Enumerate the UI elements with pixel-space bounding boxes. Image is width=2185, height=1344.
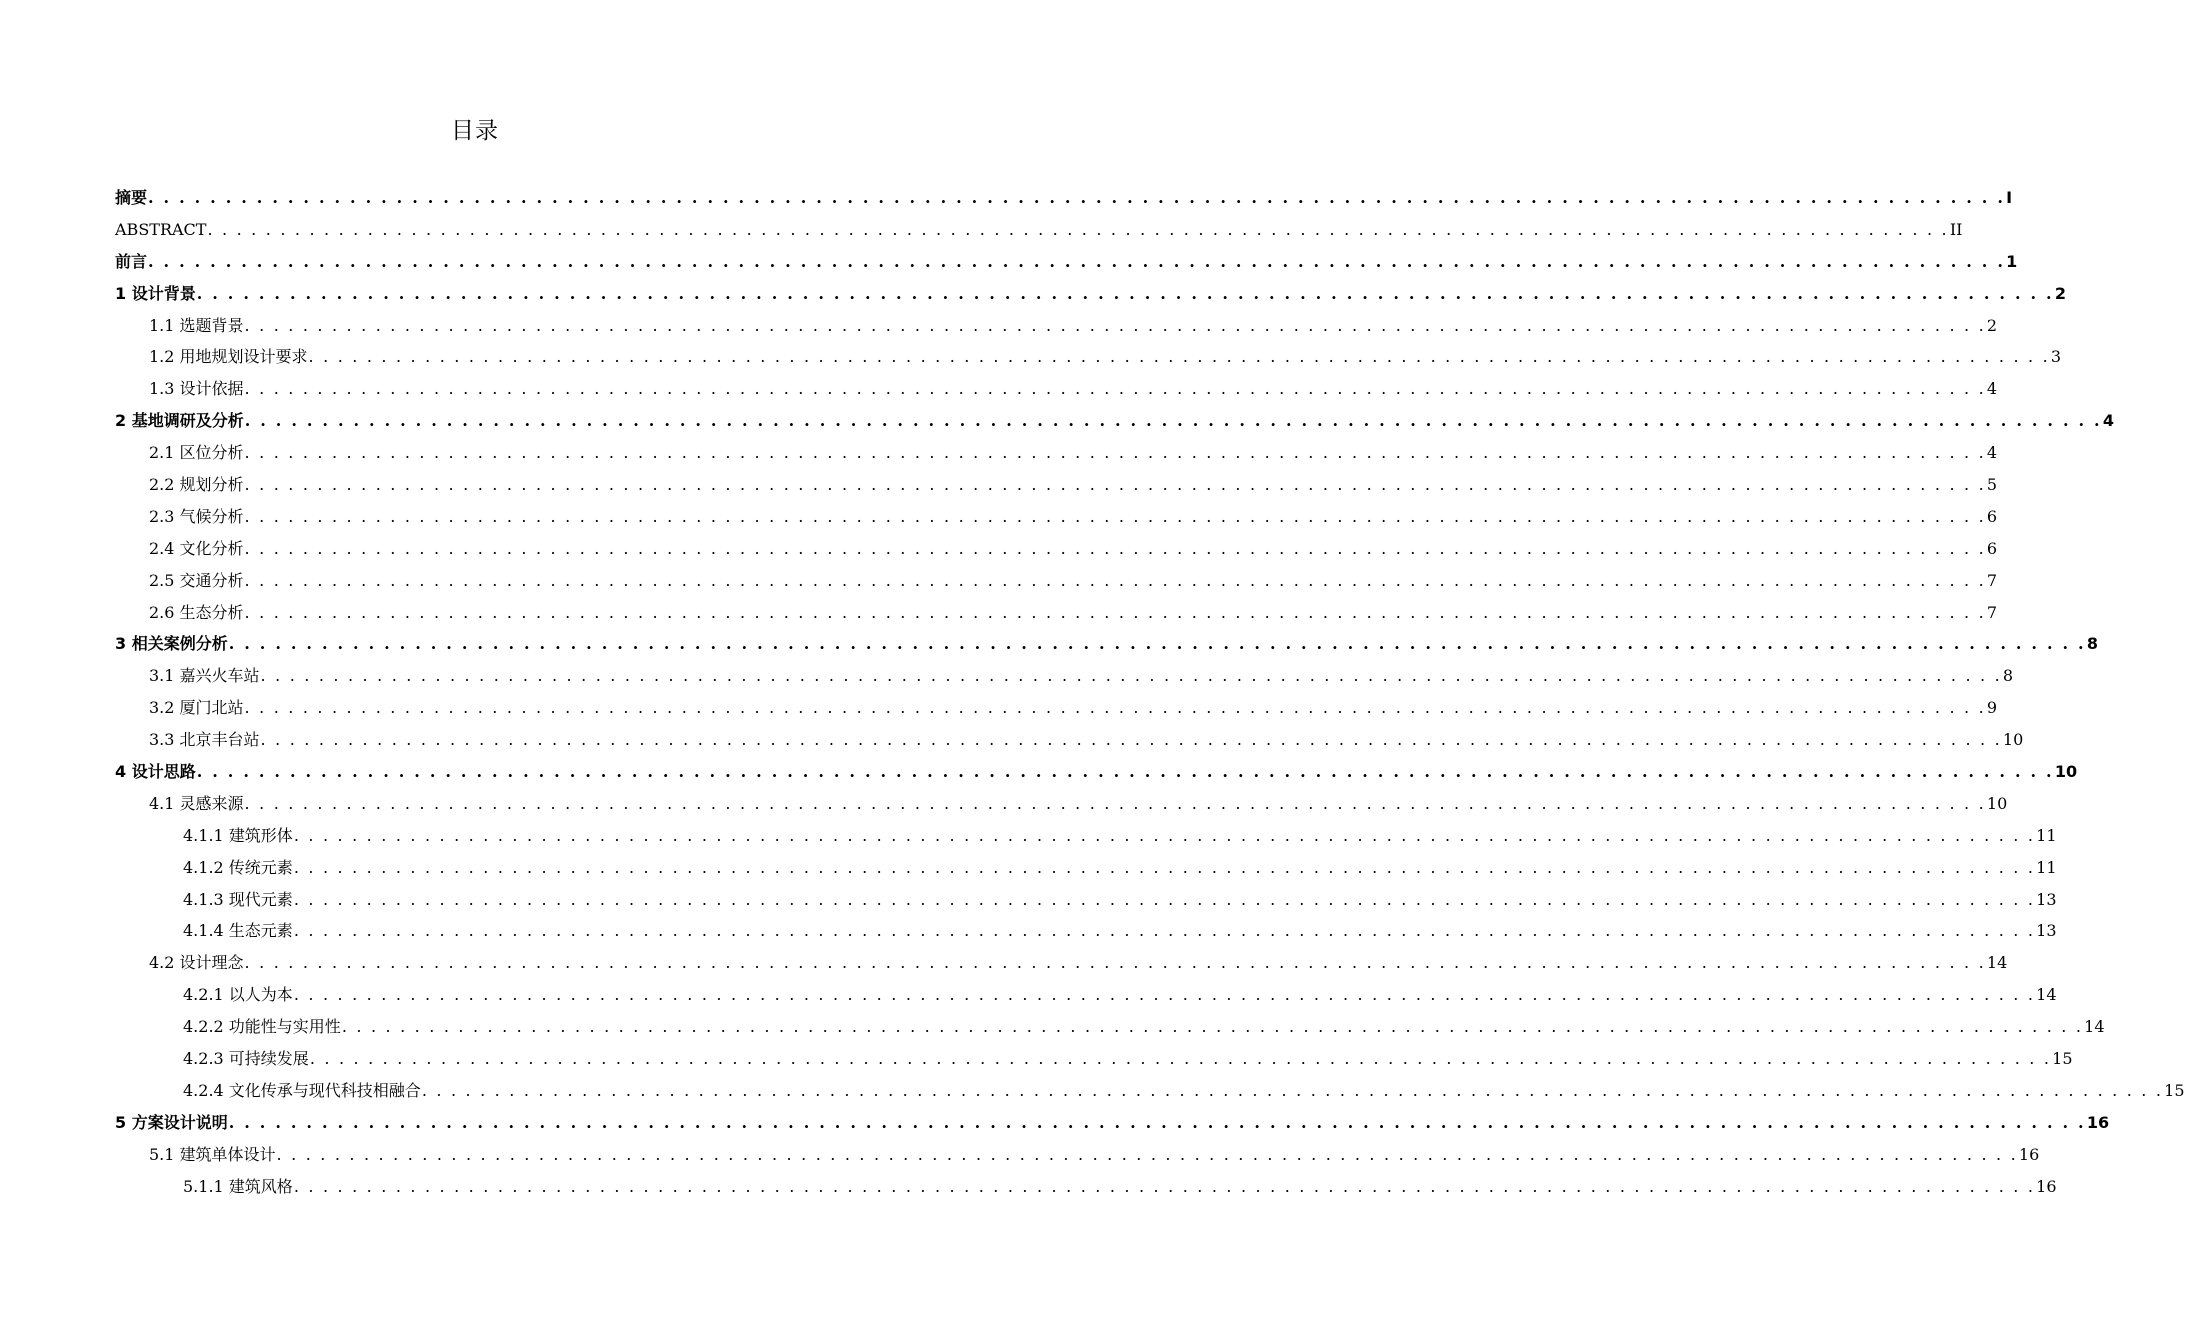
toc-entry-page-number: 15	[2164, 1080, 2185, 1100]
toc-entry-page-number: 4	[1986, 443, 1998, 463]
toc-entry-page-number: 3	[2050, 347, 2062, 367]
toc-entry-page-number: 4	[1986, 379, 1998, 399]
toc-entry-page-number: 2	[2054, 283, 2066, 303]
toc-entry-page-number: 15	[2052, 1049, 2073, 1069]
toc-entry-label: 2.6 生态分析	[149, 602, 244, 622]
dot-leader: . . . . . . . . . . . . . . . . . . . . . . . . . . . . . . . . . . . . . . . . . . . . . . . . . . . . . . . . . . . . . . . . . . . . . . . . . . . . . . . . . . . . . . . . . . . . . . . . . . . . . . . . . . . . . . . . . . . . . . . .	[293, 889, 2036, 909]
dot-leader: . . . . . . . . . . . . . . . . . . . . . . . . . . . . . . . . . . . . . . . . . . . . . . . . . . . . . . . . . . . . . . . . . . . . . . . . . . . . . . . . . . . . . . . . . . . . . . . . . . . . . . . . . . . . . . . . . . . . . . . .	[196, 762, 2054, 782]
dot-leader: . . . . . . . . . . . . . . . . . . . . . . . . . . . . . . . . . . . . . . . . . . . . . . . . . . . . . . . . . . . . . . . . . . . . . . . . . . . . . . . . . . . . . . . . . . . . . . . . . . . . . . . . . . . . . . . . . . . . . . . .	[421, 1080, 2164, 1100]
toc-entry-label: 4.1.3 现代元素	[183, 889, 293, 909]
toc-entry[interactable]	[115, 820, 2057, 852]
toc-entry-label: 摘要	[115, 188, 148, 207]
toc-entry-page-number: 6	[1986, 538, 1998, 558]
toc-entry-label: 4.2.1 以人为本	[183, 985, 293, 1005]
toc-entry[interactable]	[115, 310, 1998, 342]
toc-entry[interactable]	[115, 501, 1998, 533]
toc-entry-page-number: 7	[1986, 602, 1998, 622]
dot-leader: . . . . . . . . . . . . . . . . . . . . . . . . . . . . . . . . . . . . . . . . . . . . . . . . . . . . . . . . . . . . . . . . . . . . . . . . . . . . . . . . . . . . . . . . . . . . . . . . . . . . . . . . . . . . . . . . . . . . . . . .	[309, 1049, 2052, 1069]
toc-entry-label: 2.4 文化分析	[149, 538, 244, 558]
toc-entry-page-number: 14	[1986, 953, 2008, 973]
toc-entry-label: 3.1 嘉兴火车站	[149, 666, 260, 686]
toc-entry[interactable]	[115, 1011, 2105, 1043]
dot-leader: . . . . . . . . . . . . . . . . . . . . . . . . . . . . . . . . . . . . . . . . . . . . . . . . . . . . . . . . . . . . . . . . . . . . . . . . . . . . . . . . . . . . . . . . . . . . . . . . . . . . . . . . . . . . . . . . . . . . . . . .	[244, 953, 1986, 973]
toc-entry-label: 2.3 气候分析	[149, 506, 244, 526]
toc-entry[interactable]	[115, 246, 2018, 278]
toc-entry[interactable]	[115, 660, 2014, 692]
dot-leader: . . . . . . . . . . . . . . . . . . . . . . . . . . . . . . . . . . . . . . . . . . . . . . . . . . . . . . . . . . . . . . . . . . . . . . . . . . . . . . . . . . . . . . . . . . . . . . . . . . . . . . . . . . . . . . . . . . . . . . . .	[293, 825, 2036, 845]
toc-entry-label: 1.1 选题背景	[149, 315, 244, 335]
toc-entry[interactable]	[115, 724, 2024, 756]
toc-entry-label: 4 设计思路	[115, 762, 196, 782]
toc-entry[interactable]	[115, 628, 2098, 660]
toc-entry-page-number: 13	[2036, 889, 2057, 909]
toc-entry[interactable]	[115, 373, 1998, 405]
toc-entry-label: 2 基地调研及分析	[115, 411, 244, 431]
toc-entry-page-number: 16	[2086, 1112, 2110, 1132]
toc-entry-page-number: II	[1949, 219, 1963, 239]
dot-leader: . . . . . . . . . . . . . . . . . . . . . . . . . . . . . . . . . . . . . . . . . . . . . . . . . . . . . . . . . . . . . . . . . . . . . . . . . . . . . . . . . . . . . . . . . . . . . . . . . . . . . . . . . . . . . . . . . . . . . . . .	[196, 283, 2054, 303]
toc-entry[interactable]	[115, 979, 2057, 1011]
dot-leader: . . . . . . . . . . . . . . . . . . . . . . . . . . . . . . . . . . . . . . . . . . . . . . . . . . . . . . . . . . . . . . . . . . . . . . . . . . . . . . . . . . . . . . . . . . . . . . . . . . . . . . . . . . . . . . . . . . . . . . . .	[293, 985, 2036, 1005]
toc-entry-page-number: 10	[1986, 793, 2008, 813]
toc-entry-label: 4.1.4 生态元素	[183, 921, 293, 941]
toc-entry-label: 2.1 区位分析	[149, 443, 244, 463]
toc-entry-label: 4.1.2 传统元素	[183, 857, 293, 877]
toc-entry[interactable]	[115, 405, 2114, 437]
page-title: 目录	[451, 118, 499, 144]
toc-entry-label: 2.5 交通分析	[149, 570, 244, 590]
toc-entry-page-number: 14	[2084, 1017, 2105, 1037]
dot-leader: . . . . . . . . . . . . . . . . . . . . . . . . . . . . . . . . . . . . . . . . . . . . . . . . . . . . . . . . . . . . . . . . . . . . . . . . . . . . . . . . . . . . . . . . . . . . . . . . . . . . . . . . . . . . . . . . . . . . . . . .	[260, 666, 2002, 686]
toc-entry[interactable]	[115, 341, 2062, 373]
toc-entry-page-number: 4	[2102, 411, 2114, 431]
toc-entry[interactable]	[115, 788, 2008, 820]
dot-leader: . . . . . . . . . . . . . . . . . . . . . . . . . . . . . . . . . . . . . . . . . . . . . . . . . . . . . . . . . . . . . . . . . . . . . . . . . . . . . . . . . . . . . . . . . . . . . . . . . . . . . . . . . . . . . . . . . . . . . . . .	[207, 219, 1949, 239]
toc-entry-page-number: 14	[2036, 985, 2057, 1005]
toc-entry[interactable]	[115, 1043, 2073, 1075]
toc-entry[interactable]	[115, 692, 1998, 724]
toc-entry[interactable]	[115, 947, 2008, 979]
dot-leader: . . . . . . . . . . . . . . . . . . . . . . . . . . . . . . . . . . . . . . . . . . . . . . . . . . . . . . . . . . . . . . . . . . . . . . . . . . . . . . . . . . . . . . . . . . . . . . . . . . . . . . . . . . . . . . . . . . . . . . . .	[308, 347, 2050, 367]
toc-entry-label: 4.2 设计理念	[149, 953, 244, 973]
dot-leader: . . . . . . . . . . . . . . . . . . . . . . . . . . . . . . . . . . . . . . . . . . . . . . . . . . . . . . . . . . . . . . . . . . . . . . . . . . . . . . . . . . . . . . . . . . . . . . . . . . . . . . . . . . . . . . . . . . . . . . . .	[293, 1176, 2036, 1196]
toc-list	[115, 182, 2185, 1203]
toc-entry-page-number: 7	[1986, 570, 1998, 590]
toc-entry-page-number: 10	[2002, 730, 2024, 750]
toc-entry-label: 3.3 北京丰台站	[149, 730, 260, 750]
dot-leader: . . . . . . . . . . . . . . . . . . . . . . . . . . . . . . . . . . . . . . . . . . . . . . . . . . . . . . . . . . . . . . . . . . . . . . . . . . . . . . . . . . . . . . . . . . . . . . . . . . . . . . . . . . . . . . . . . . . . . . . .	[244, 379, 1986, 399]
dot-leader: . . . . . . . . . . . . . . . . . . . . . . . . . . . . . . . . . . . . . . . . . . . . . . . . . . . . . . . . . . . . . . . . . . . . . . . . . . . . . . . . . . . . . . . . . . . . . . . . . . . . . . . . . . . . . . . . . . . . . . . .	[244, 411, 2102, 431]
dot-leader: . . . . . . . . . . . . . . . . . . . . . . . . . . . . . . . . . . . . . . . . . . . . . . . . . . . . . . . . . . . . . . . . . . . . . . . . . . . . . . . . . . . . . . . . . . . . . . . . . . . . . . . . . . . . . . . . . . . . . . . .	[228, 1112, 2086, 1132]
toc-entry-label: 5.1 建筑单体设计	[149, 1144, 276, 1164]
toc-entry-page-number: 5	[1986, 475, 1998, 495]
dot-leader: . . . . . . . . . . . . . . . . . . . . . . . . . . . . . . . . . . . . . . . . . . . . . . . . . . . . . . . . . . . . . . . . . . . . . . . . . . . . . . . . . . . . . . . . . . . . . . . . . . . . . . . . . . . . . . . . . . . . . . . .	[244, 793, 1986, 813]
dot-leader: . . . . . . . . . . . . . . . . . . . . . . . . . . . . . . . . . . . . . . . . . . . . . . . . . . . . . . . . . . . . . . . . . . . . . . . . . . . . . . . . . . . . . . . . . . . . . . . . . . . . . . . . . . . . . . . . . . . . . . . .	[244, 602, 1986, 622]
toc-entry-label: 1 设计背景	[115, 283, 196, 303]
toc-entry-page-number: 11	[2036, 825, 2057, 845]
dot-leader: . . . . . . . . . . . . . . . . . . . . . . . . . . . . . . . . . . . . . . . . . . . . . . . . . . . . . . . . . . . . . . . . . . . . . . . . . . . . . . . . . . . . . . . . . . . . . . . . . . . . . . . . . . . . . . . . . . . . . . . .	[148, 188, 2006, 207]
toc-entry-page-number: 10	[2054, 762, 2078, 782]
toc-entry-label: 4.1.1 建筑形体	[183, 825, 293, 845]
toc-entry[interactable]	[115, 437, 1998, 469]
toc-entry[interactable]	[115, 1075, 2185, 1107]
dot-leader: . . . . . . . . . . . . . . . . . . . . . . . . . . . . . . . . . . . . . . . . . . . . . . . . . . . . . . . . . . . . . . . . . . . . . . . . . . . . . . . . . . . . . . . . . . . . . . . . . . . . . . . . . . . . . . . . . . . . . . . .	[148, 251, 2006, 271]
dot-leader: . . . . . . . . . . . . . . . . . . . . . . . . . . . . . . . . . . . . . . . . . . . . . . . . . . . . . . . . . . . . . . . . . . . . . . . . . . . . . . . . . . . . . . . . . . . . . . . . . . . . . . . . . . . . . . . . . . . . . . . .	[260, 730, 2002, 750]
toc-entry[interactable]	[115, 565, 1998, 597]
toc-entry-page-number: 16	[2018, 1144, 2040, 1164]
toc-entry-page-number: 6	[1986, 506, 1998, 526]
toc-entry[interactable]	[115, 756, 2078, 788]
dot-leader: . . . . . . . . . . . . . . . . . . . . . . . . . . . . . . . . . . . . . . . . . . . . . . . . . . . . . . . . . . . . . . . . . . . . . . . . . . . . . . . . . . . . . . . . . . . . . . . . . . . . . . . . . . . . . . . . . . . . . . . .	[244, 698, 1986, 718]
toc-entry[interactable]	[115, 278, 2066, 310]
toc-entry-label: 1.3 设计依据	[149, 379, 244, 399]
dot-leader: . . . . . . . . . . . . . . . . . . . . . . . . . . . . . . . . . . . . . . . . . . . . . . . . . . . . . . . . . . . . . . . . . . . . . . . . . . . . . . . . . . . . . . . . . . . . . . . . . . . . . . . . . . . . . . . . . . . . . . . .	[244, 475, 1986, 495]
toc-entry-page-number: 9	[1986, 698, 1998, 718]
toc-entry-label: 3.2 厦门北站	[149, 698, 244, 718]
toc-entry-label: ABSTRACT	[115, 219, 207, 239]
toc-entry-label: 3 相关案例分析	[115, 634, 228, 654]
dot-leader: . . . . . . . . . . . . . . . . . . . . . . . . . . . . . . . . . . . . . . . . . . . . . . . . . . . . . . . . . . . . . . . . . . . . . . . . . . . . . . . . . . . . . . . . . . . . . . . . . . . . . . . . . . . . . . . . . . . . . . . .	[341, 1017, 2084, 1037]
toc-entry-page-number: 13	[2036, 921, 2057, 941]
dot-leader: . . . . . . . . . . . . . . . . . . . . . . . . . . . . . . . . . . . . . . . . . . . . . . . . . . . . . . . . . . . . . . . . . . . . . . . . . . . . . . . . . . . . . . . . . . . . . . . . . . . . . . . . . . . . . . . . . . . . . . . .	[244, 506, 1986, 526]
dot-leader: . . . . . . . . . . . . . . . . . . . . . . . . . . . . . . . . . . . . . . . . . . . . . . . . . . . . . . . . . . . . . . . . . . . . . . . . . . . . . . . . . . . . . . . . . . . . . . . . . . . . . . . . . . . . . . . . . . . . . . . .	[244, 538, 1986, 558]
toc-entry[interactable]	[115, 469, 1998, 501]
dot-leader: . . . . . . . . . . . . . . . . . . . . . . . . . . . . . . . . . . . . . . . . . . . . . . . . . . . . . . . . . . . . . . . . . . . . . . . . . . . . . . . . . . . . . . . . . . . . . . . . . . . . . . . . . . . . . . . . . . . . . . . .	[244, 570, 1986, 590]
toc-entry-label: 1.2 用地规划设计要求	[149, 347, 308, 367]
dot-leader: . . . . . . . . . . . . . . . . . . . . . . . . . . . . . . . . . . . . . . . . . . . . . . . . . . . . . . . . . . . . . . . . . . . . . . . . . . . . . . . . . . . . . . . . . . . . . . . . . . . . . . . . . . . . . . . . . . . . . . . .	[276, 1144, 2018, 1164]
toc-entry-page-number: 16	[2036, 1176, 2057, 1196]
toc-entry-page-number: 2	[1986, 315, 1998, 335]
toc-entry-page-number: 8	[2086, 634, 2098, 654]
toc-entry-label: 4.2.3 可持续发展	[183, 1049, 309, 1069]
toc-entry[interactable]	[115, 1139, 2040, 1171]
toc-entry[interactable]	[115, 214, 1963, 246]
toc-entry[interactable]	[115, 1171, 2057, 1203]
toc-entry[interactable]	[115, 597, 1998, 629]
toc-entry[interactable]	[115, 852, 2057, 884]
dot-leader: . . . . . . . . . . . . . . . . . . . . . . . . . . . . . . . . . . . . . . . . . . . . . . . . . . . . . . . . . . . . . . . . . . . . . . . . . . . . . . . . . . . . . . . . . . . . . . . . . . . . . . . . . . . . . . . . . . . . . . . .	[244, 315, 1986, 335]
toc-entry-label: 5 方案设计说明	[115, 1112, 228, 1132]
toc-entry-label: 2.2 规划分析	[149, 475, 244, 495]
toc-entry-label: 4.1 灵感来源	[149, 793, 244, 813]
dot-leader: . . . . . . . . . . . . . . . . . . . . . . . . . . . . . . . . . . . . . . . . . . . . . . . . . . . . . . . . . . . . . . . . . . . . . . . . . . . . . . . . . . . . . . . . . . . . . . . . . . . . . . . . . . . . . . . . . . . . . . . .	[293, 857, 2036, 877]
toc-entry-label: 前言	[115, 251, 148, 271]
toc-entry-page-number: 11	[2036, 857, 2057, 877]
toc-entry-page-number: 8	[2002, 666, 2014, 686]
dot-leader: . . . . . . . . . . . . . . . . . . . . . . . . . . . . . . . . . . . . . . . . . . . . . . . . . . . . . . . . . . . . . . . . . . . . . . . . . . . . . . . . . . . . . . . . . . . . . . . . . . . . . . . . . . . . . . . . . . . . . . . .	[228, 634, 2086, 654]
toc-entry[interactable]	[115, 1107, 2110, 1139]
toc-entry-label: 4.2.4 文化传承与现代科技相融合	[183, 1080, 421, 1100]
toc-entry[interactable]	[115, 533, 1998, 565]
toc-entry-label: 4.2.2 功能性与实用性	[183, 1017, 341, 1037]
toc-entry[interactable]	[115, 915, 2057, 947]
toc-entry-page-number: I	[2006, 188, 2013, 207]
toc-entry[interactable]	[115, 182, 2013, 214]
dot-leader: . . . . . . . . . . . . . . . . . . . . . . . . . . . . . . . . . . . . . . . . . . . . . . . . . . . . . . . . . . . . . . . . . . . . . . . . . . . . . . . . . . . . . . . . . . . . . . . . . . . . . . . . . . . . . . . . . . . . . . . .	[293, 921, 2036, 941]
toc-entry-page-number: 1	[2006, 251, 2018, 271]
toc-entry[interactable]	[115, 884, 2057, 916]
dot-leader: . . . . . . . . . . . . . . . . . . . . . . . . . . . . . . . . . . . . . . . . . . . . . . . . . . . . . . . . . . . . . . . . . . . . . . . . . . . . . . . . . . . . . . . . . . . . . . . . . . . . . . . . . . . . . . . . . . . . . . . .	[244, 443, 1986, 463]
toc-entry-label: 5.1.1 建筑风格	[183, 1176, 293, 1196]
